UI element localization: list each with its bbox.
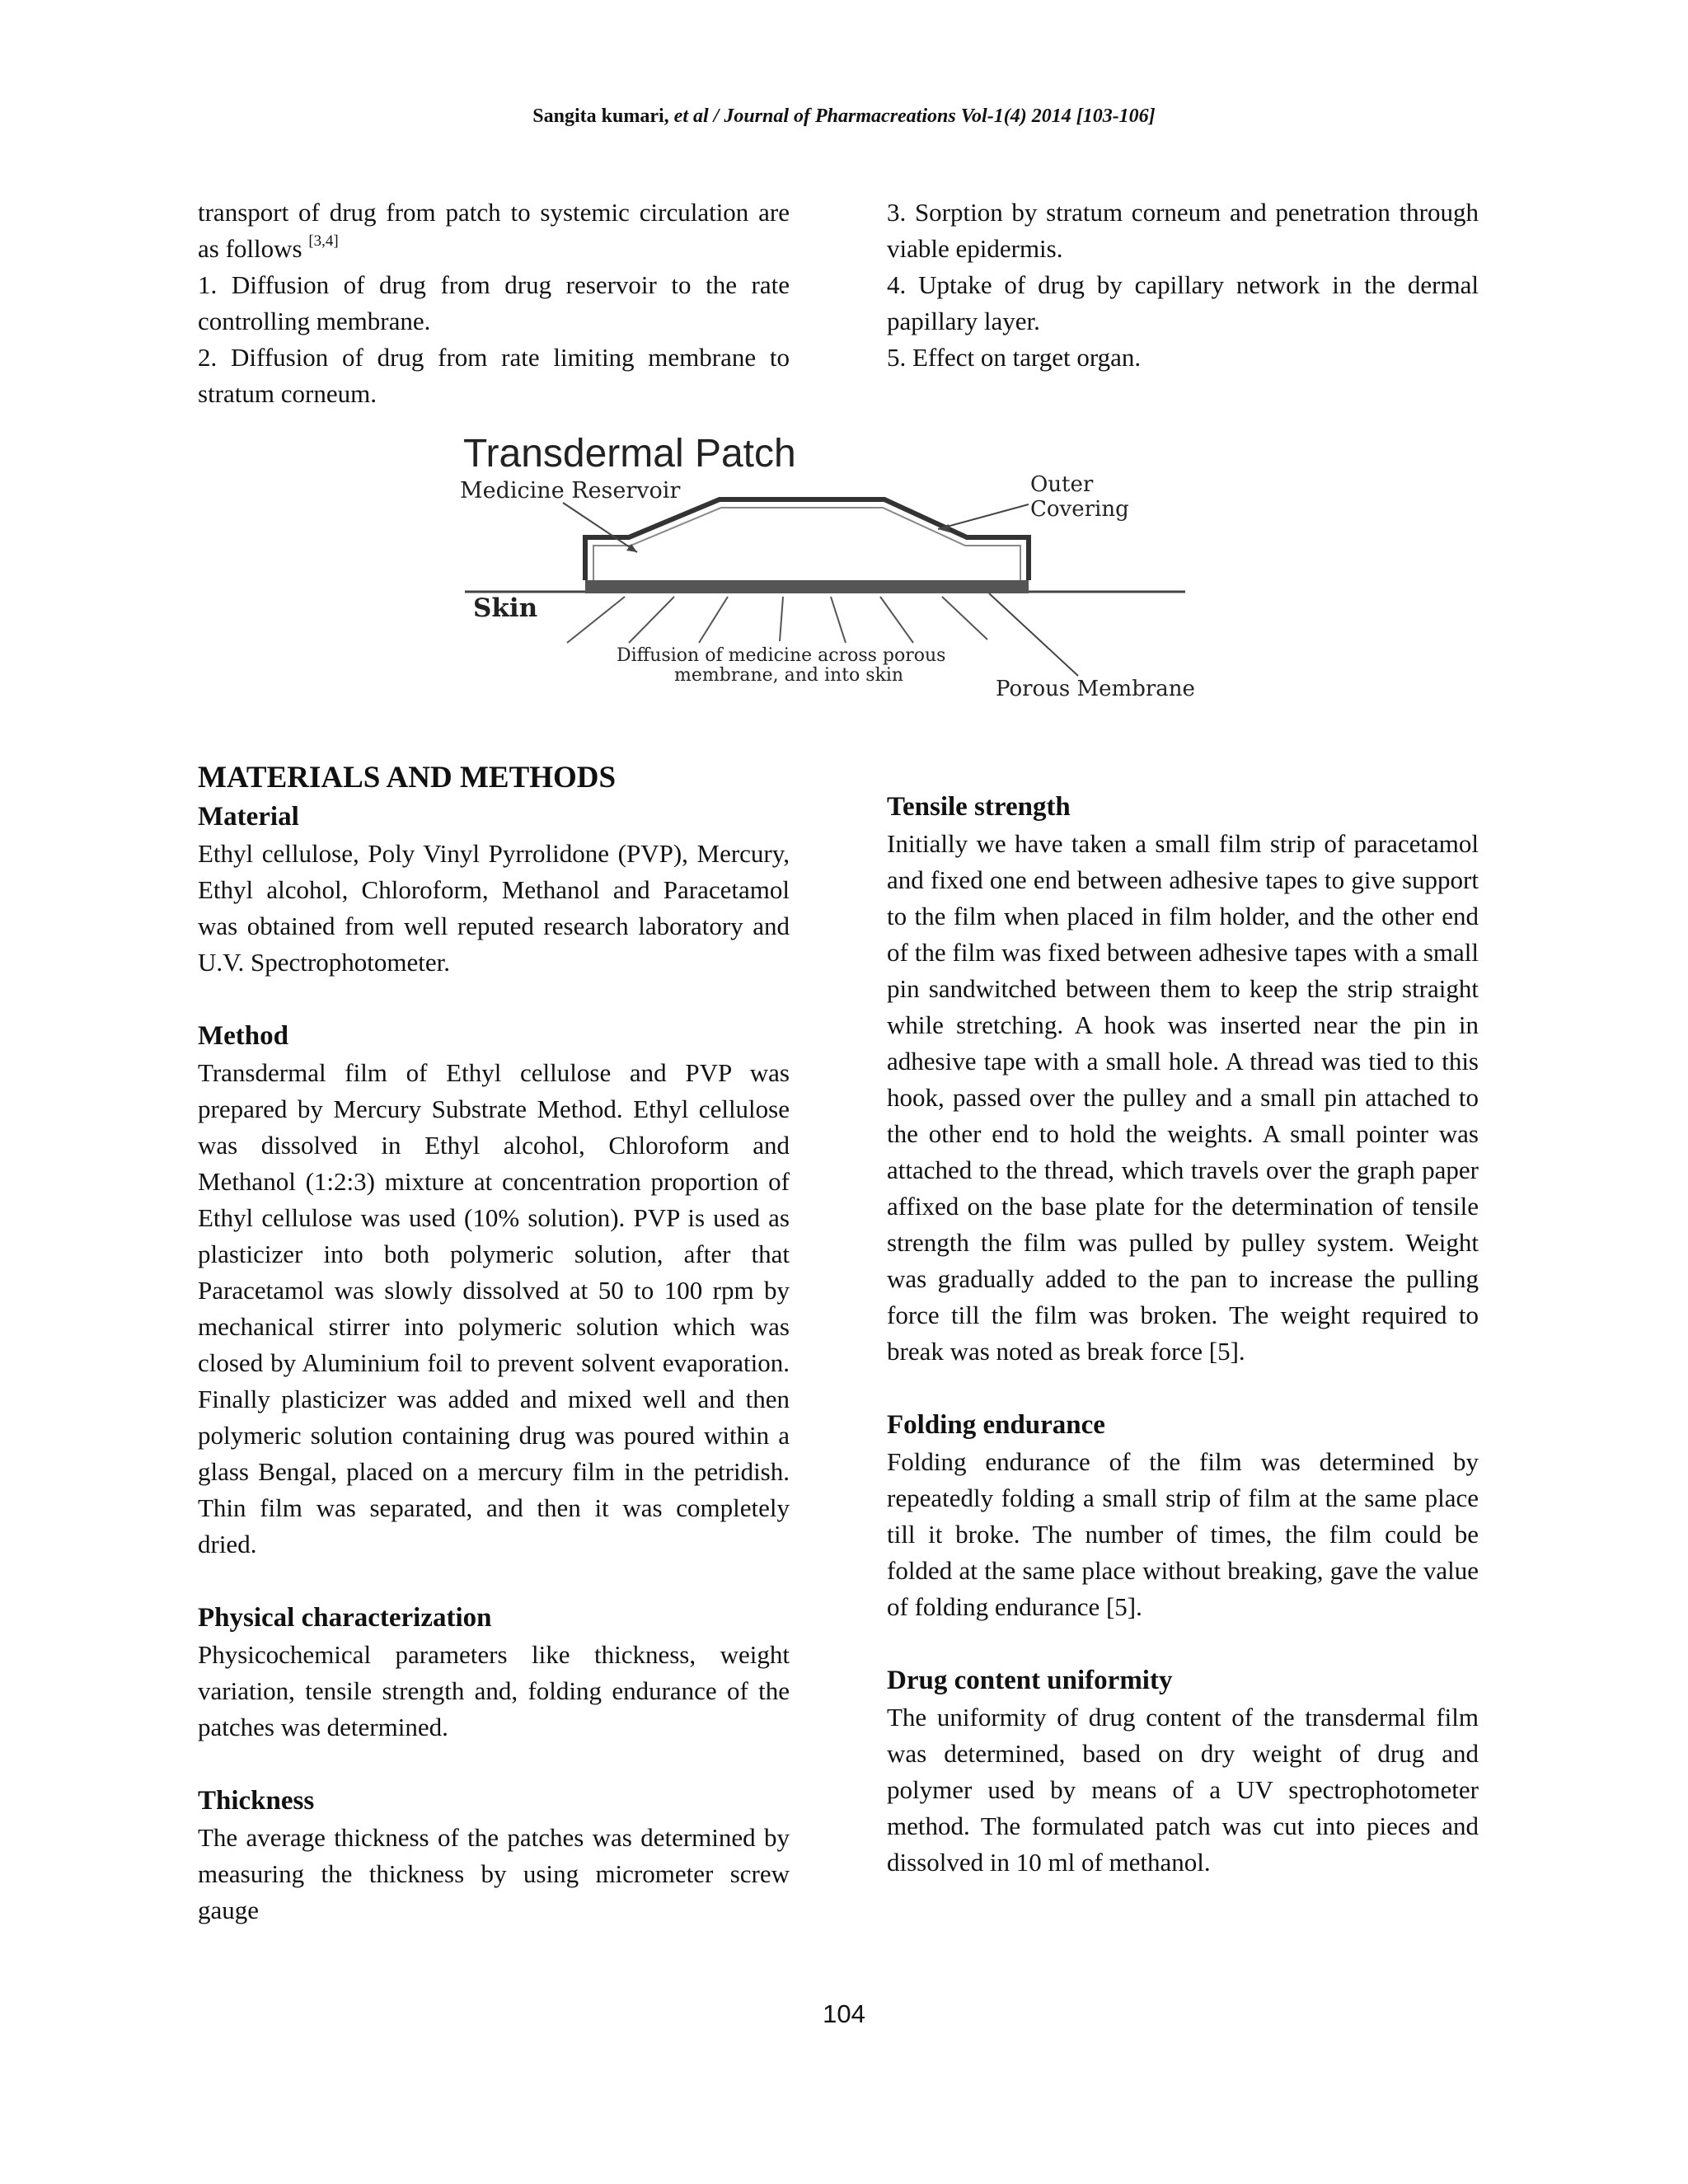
physical-paragraph: Physicochemical parameters like thickness, weight variation, tensile strength and, folding endurance of the patches was determined. bbox=[198, 1640, 790, 1741]
heading-physical-characterization: Physical characterization bbox=[198, 1603, 492, 1633]
diffusion-arrow bbox=[831, 597, 846, 643]
diffusion-arrow bbox=[629, 597, 674, 643]
label-porous-membrane: Porous Membrane bbox=[996, 677, 1195, 701]
outer-covering-outline bbox=[585, 499, 1029, 580]
drug-content-paragraph: The uniformity of drug content of the transdermal film was determined, based on dry weight of drug and polymer used by means of a UV spectrophotometer method. The formulated patch was cut into pieces and dissolved in 10 ml of methanol. bbox=[887, 1703, 1479, 1877]
diffusion-arrow bbox=[567, 597, 625, 643]
material-paragraph: Ethyl cellulose, Poly Vinyl Pyrrolidone (PVP), Mercury, Ethyl alcohol, Chloroform, Methanol and Paracetamol was obtained from well reputed research laboratory and U.V. Spectrophotometer. bbox=[198, 839, 790, 977]
patch-diagram bbox=[452, 419, 1236, 715]
section-heading-materials-methods: MATERIALS AND METHODS bbox=[198, 761, 617, 794]
intro-right-column bbox=[887, 194, 1479, 376]
folding-paragraph: Folding endurance of the film was determined by repeatedly folding a small strip of film at the same place till it broke. The number of times, the film could be folded at the same place without breaking, gave the value of folding endurance [5]. bbox=[887, 1447, 1479, 1621]
intro-citation: [3,4] bbox=[308, 232, 339, 250]
heading-thickness: Thickness bbox=[198, 1786, 315, 1816]
intro-paragraph bbox=[198, 194, 790, 267]
running-header bbox=[0, 105, 1688, 128]
label-outer: Outer bbox=[1030, 472, 1094, 497]
covering-pointer bbox=[938, 504, 1029, 529]
label-diffusion-line2: membrane, and into skin bbox=[674, 665, 904, 686]
porous-membrane-bar bbox=[585, 580, 1029, 593]
transdermal-patch-figure bbox=[452, 419, 1236, 715]
diffusion-arrow bbox=[942, 597, 987, 640]
step-5: 5. Effect on target organ. bbox=[887, 343, 1142, 372]
reservoir-inner-outline bbox=[593, 508, 1020, 580]
thickness-paragraph: The average thickness of the patches was determined by measuring the thickness by using micrometer screw gauge bbox=[198, 1823, 790, 1924]
step-3: 3. Sorption by stratum corneum and penetration through viable epidermis. bbox=[887, 198, 1479, 263]
label-diffusion-line1: Diffusion of medicine across porous bbox=[617, 645, 946, 666]
header-citation: et al / Journal of Pharmacreations Vol-1(4) 2014 [103-106] bbox=[673, 105, 1156, 127]
heading-tensile-strength: Tensile strength bbox=[887, 792, 1071, 822]
heading-folding-endurance: Folding endurance bbox=[887, 1410, 1105, 1440]
diffusion-arrows bbox=[567, 597, 987, 643]
heading-method: Method bbox=[198, 1021, 288, 1051]
step-1: 1. Diffusion of drug from drug reservoir to the rate controlling membrane. bbox=[198, 270, 790, 335]
membrane-pointer bbox=[989, 593, 1078, 676]
diffusion-arrow bbox=[780, 597, 783, 641]
step-2: 2. Diffusion of drug from rate limiting membrane to stratum corneum. bbox=[198, 343, 790, 408]
heading-material: Material bbox=[198, 802, 299, 832]
step-4: 4. Uptake of drug by capillary network in the dermal papillary layer. bbox=[887, 270, 1479, 335]
diffusion-arrow bbox=[880, 597, 913, 643]
intro-text: transport of drug from patch to systemic circulation are as follows bbox=[198, 198, 790, 263]
label-medicine-reservoir: Medicine Reservoir bbox=[460, 478, 681, 504]
tensile-paragraph: Initially we have taken a small film strip of paracetamol and fixed one end between adhesive tapes to give support to the film when placed in film holder, and the other end of the film was fixed between adhesive tapes with a small pin sandwitched between them to keep the strip straight while stretching. A hook was inserted near the pin in adhesive tape with a small hole. A thread was tied to this hook, passed over the pulley and a small pin attached to the other end to hold the weights. A small pointer was attached to the thread, which travels over the graph paper affixed on the base plate for the determination of tensile strength the film was pulled by pulley system. Weight was gradually added to the pan to increase the pulling force till the film was broken. The weight required to break was noted as break force [5]. bbox=[887, 829, 1479, 1366]
label-skin: Skin bbox=[473, 593, 538, 623]
diffusion-arrow bbox=[699, 597, 728, 643]
heading-drug-content-uniformity: Drug content uniformity bbox=[887, 1666, 1173, 1695]
header-authors: Sangita kumari, bbox=[532, 105, 669, 127]
label-covering: Covering bbox=[1030, 497, 1129, 522]
method-paragraph: Transdermal film of Ethyl cellulose and PVP was prepared by Mercury Substrate Method. Ethyl cellulose was dissolved in Ethyl alcohol, Chloroform and Methanol (1:2:3) mixture at concentration proportion of Ethyl cellulose was used (10% solution). PVP is used as plasticizer into both polymeric solution, after that Paracetamol was slowly dissolved at 50 to 100 rpm by mechanical stirrer into polymeric solution which was closed by Aluminium foil to prevent solvent evaporation. Finally plasticizer was added and mixed well and then polymeric solution containing drug was poured within a glass Bengal, placed on a mercury film in the petridish. Thin film was separated, and then it was completely dried. bbox=[198, 1058, 790, 1558]
intro-left-column bbox=[198, 194, 790, 412]
figure-title: Transdermal Patch bbox=[463, 432, 796, 476]
main-right-column bbox=[887, 788, 1479, 1881]
page-number: 104 bbox=[823, 1999, 865, 2028]
main-left-column bbox=[198, 758, 790, 1929]
